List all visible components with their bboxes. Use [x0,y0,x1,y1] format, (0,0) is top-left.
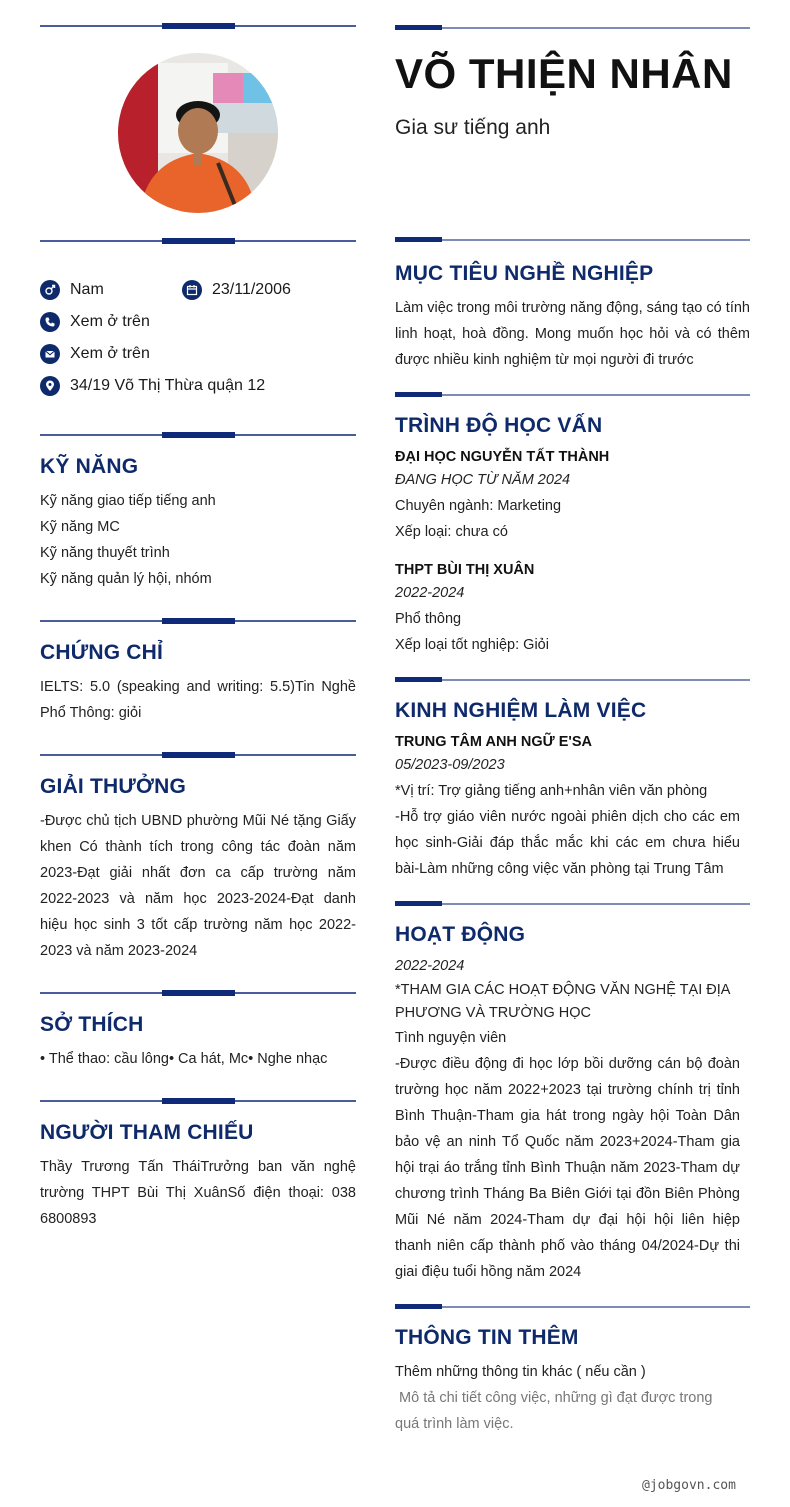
school-grade: Xếp loại: chưa có [395,524,508,540]
divider [40,1098,356,1104]
activities-role: Tình nguyện viên [395,1030,507,1046]
divider [395,237,750,243]
divider [395,901,750,907]
contact-email [40,342,150,366]
activities-period: 2022-2024 [395,958,465,974]
skill-item: Kỹ năng quản lý hội, nhóm [40,571,212,587]
awards-title: GIẢI THƯỞNG [40,775,187,798]
candidate-name: VÕ THIỆN NHÂN [395,50,733,97]
company-name: TRUNG TÂM ANH NGỮ E'SA [395,734,592,750]
location-icon [40,376,60,396]
education-title: TRÌNH ĐỘ HỌC VẤN [395,414,603,437]
references-text: Thầy Trương Tấn TháiTrưởng ban văn nghệ trường THPT Bùi Thị XuânSố điện thoại: 038 6800893 [40,1159,356,1227]
divider [40,990,356,996]
skills-title: KỸ NĂNG [40,455,139,478]
hobbies-title: SỞ THÍCH [40,1013,144,1036]
skill-item: Kỹ năng thuyết trình [40,545,170,561]
hobbies-text: • Thể thao: cầu lông• Ca hát, Mc• Nghe nhạc [40,1051,328,1067]
contact-phone [40,310,150,334]
school-name: ĐẠI HỌC NGUYỄN TẤT THÀNH [395,449,610,465]
school-grade: Xếp loại tốt nghiệp: Giỏi [395,637,549,653]
experience-position: *Vị trí: Trợ giảng tiếng anh+nhân viên văn phòng [395,783,708,799]
contact-address [40,374,265,398]
divider [40,618,356,624]
divider [395,25,750,31]
certificates-text: IELTS: 5.0 (speaking and writing: 5.5)Tin Nghề Phổ Thông: giỏi [40,679,356,721]
skill-item: Kỹ năng giao tiếp tiếng anh [40,493,216,509]
objective-text: Làm việc trong môi trường năng động, sáng tạo có tính linh hoạt, hoà đồng. Mong muốn học hỏi và có thêm được nhiều kinh nghiệm từ mọi người đi trước [395,300,750,368]
activities-heading: *THAM GIA CÁC HOẠT ĐỘNG VĂN NGHỆ TẠI ĐỊA PHƯƠNG VÀ TRƯỜNG HỌC [395,982,730,1021]
objective-title: MỤC TIÊU NGHỀ NGHIỆP [395,262,654,285]
divider [40,238,356,244]
address-value: 34/19 Võ Thị Thừa quận 12 [70,377,266,394]
divider [395,677,750,683]
extra-line1: Thêm những thông tin khác ( nếu cần ) [395,1364,646,1380]
experience-desc: -Hỗ trợ giáo viên nước ngoài phiên dịch cho các em học sinh-Giải đáp thắc mắc khi các em chưa hiểu bài-Làm những công việc văn phòng tại Trung Tâm [395,809,740,877]
experience-period: 05/2023-09/2023 [395,757,505,773]
gender-icon [40,280,60,300]
phone-icon [40,312,60,332]
experience-title: KINH NGHIỆM LÀM VIỆC [395,699,647,722]
contact-gender [40,278,104,302]
birthday-value: 23/11/2006 [212,281,291,298]
candidate-role: Gia sư tiếng anh [395,116,551,139]
gender-value: Nam [70,281,104,298]
school-major: Chuyên ngành: Marketing [395,498,562,514]
divider [395,392,750,398]
certificates-title: CHỨNG CHỈ [40,641,164,664]
email-value: Xem ở trên [70,345,150,362]
activities-desc: -Được điều động đi học lớp bồi dưỡng cán bộ đoàn trường học năm 2022+2023 tại trường chính trị tỉnh Bình Thuận-Tham gia hát trong ngày hội Toàn Dân bảo vệ an ninh Tổ Quốc năm 2023+2024-Tham gia hội trại áo trắng tỉnh Bình Thuận năm 2023-Tham dự chương trình Tháng Ba Biên Giới tại đồn Biên Phòng Mũi Né năm 2024-Tham dự đại hội hội liên hiệp thanh niên cấp thành phố vào tháng 04/2024-Dự thi giai điệu tuổi hồng năm 2024 [395,1056,740,1280]
extra-line2: Mô tả chi tiết công việc, những gì đạt được trong quá trình làm việc. [395,1390,717,1432]
divider [395,1304,750,1310]
divider [40,23,356,29]
contact-birthday [182,278,291,302]
divider [40,752,356,758]
avatar [118,53,278,213]
school-period: 2022-2024 [395,585,465,601]
school-name: THPT BÙI THỊ XUÂN [395,562,535,578]
references-title: NGƯỜI THAM CHIẾU [40,1121,254,1144]
activities-title: HOẠT ĐỘNG [395,923,526,946]
phone-value: Xem ở trên [70,313,150,330]
school-period: ĐANG HỌC TỪ NĂM 2024 [395,472,571,488]
school-major: Phổ thông [395,611,462,627]
divider [40,432,356,438]
skill-item: Kỹ năng MC [40,519,120,535]
calendar-icon [182,280,202,300]
footer-watermark: @jobgovn.com [642,1478,736,1493]
extra-title: THÔNG TIN THÊM [395,1326,579,1349]
email-icon [40,344,60,364]
awards-text: -Được chủ tịch UBND phường Mũi Né tặng Giấy khen Có thành tích trong công tác đoàn năm 2023-Đạt giải nhất đơn ca cấp trường năm 2022-2023 và năm học 2023-2024-Đạt danh hiệu học sinh 3 tốt cấp trường năm học 2022-2023 và năm 2023-2024 [40,813,356,959]
